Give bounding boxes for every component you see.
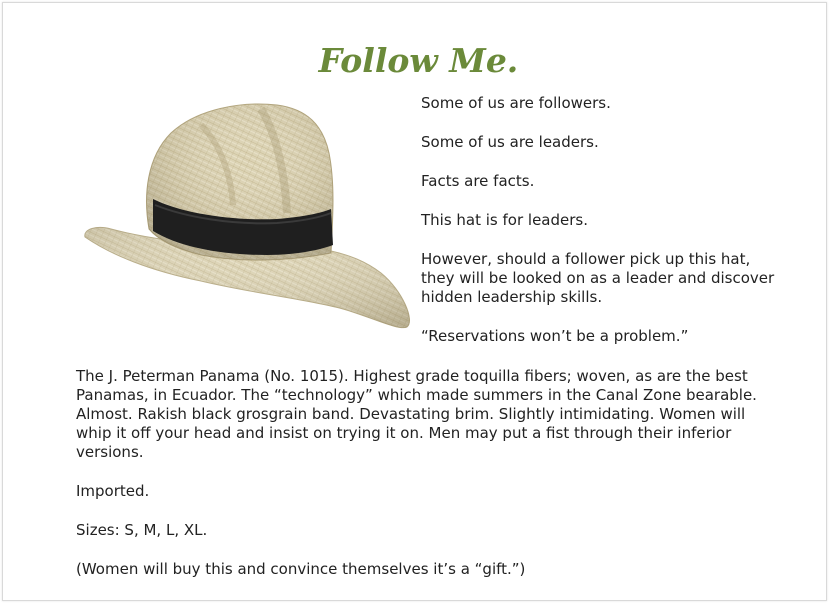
intro-line: Some of us are leaders.	[421, 133, 599, 151]
intro-line: This hat is for leaders.	[421, 211, 588, 229]
intro-line: Some of us are followers.	[421, 94, 611, 112]
intro-line: However, should a follower pick up this hat, they will be looked on as a leader and discover hidden leadership skills.	[421, 250, 775, 306]
catalog-card	[2, 2, 827, 601]
intro-line: Facts are facts.	[421, 172, 535, 190]
intro-copy	[421, 94, 781, 366]
product-description	[76, 367, 776, 599]
panama-hat-illustration	[81, 95, 416, 345]
sizes-line: Sizes: S, M, L, XL.	[76, 521, 208, 539]
closing-note: (Women will buy this and convince themselves it’s a “gift.”)	[76, 560, 526, 578]
description-paragraph: The J. Peterman Panama (No. 1015). Highest grade toquilla fibers; woven, as are the best Panamas, in Ecuador. The “technology” which made summers in the Canal Zone bearable. Almost. Rakish black grosgrain band. Devastating brim. Slightly intimidating. Women will whip it off your head and insist on trying it on. Men may put a fist through their inferior versions.	[76, 367, 757, 461]
headline: Follow Me.	[318, 41, 519, 80]
intro-line: “Reservations won’t be a problem.”	[421, 327, 689, 345]
imported-note: Imported.	[76, 482, 150, 500]
